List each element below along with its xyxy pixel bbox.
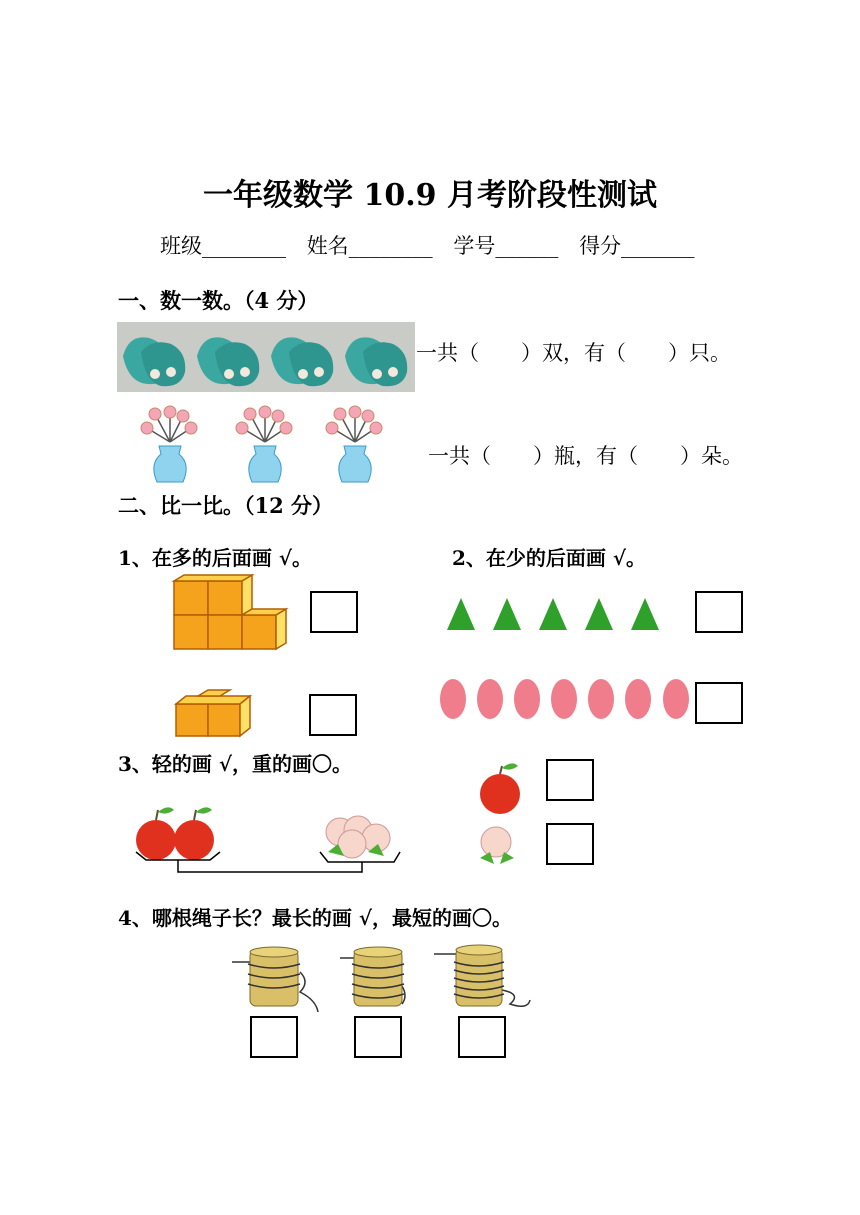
section1-heading: 一、数一数。（4 分）	[118, 288, 319, 313]
peach-icon	[326, 816, 390, 858]
flower-count-question: 一共（ ）瓶，有（ ）朵。	[428, 444, 743, 468]
single-apple	[474, 762, 526, 814]
section2-heading: 二、比一比。（12 分）	[118, 493, 334, 518]
cube-stack-icon	[174, 575, 286, 649]
number-field[interactable]: 学号______	[453, 234, 559, 258]
rope-spool-icon	[340, 947, 405, 1006]
flower-vases	[125, 402, 395, 490]
ovals-row	[440, 677, 692, 721]
score-field[interactable]: 得分_______	[579, 234, 695, 258]
rope-spool-icon	[434, 945, 530, 1006]
student-info-line	[160, 230, 709, 260]
rope-spools	[228, 942, 538, 1016]
flower-vase-icon	[236, 406, 292, 482]
question-2: 2、在少的后面画 √。	[452, 546, 647, 570]
single-peach	[476, 822, 516, 868]
page-title: 一年级数学 10.9 月考阶段性测试	[203, 178, 657, 213]
answer-box-peach[interactable]	[546, 823, 594, 865]
answer-box-apple[interactable]	[546, 759, 594, 801]
cube-stack-small	[174, 690, 250, 738]
triangles-row	[447, 596, 662, 634]
oval-icon	[477, 679, 503, 719]
triangle-icon	[585, 598, 613, 630]
oval-icon	[588, 679, 614, 719]
shoe-count-question: 一共（ ）双，有（ ）只。	[416, 341, 731, 365]
question-4: 4、哪根绳子长？最长的画 √，最短的画〇。	[118, 906, 513, 930]
flower-vase-icon	[326, 406, 382, 482]
cube-stack-icon	[176, 690, 250, 736]
answer-box-1b[interactable]	[309, 694, 357, 736]
answer-box-rope-1[interactable]	[250, 1016, 298, 1058]
question-1: 1、在多的后面画 √。	[118, 546, 313, 570]
oval-icon	[514, 679, 540, 719]
cube-stack-large	[172, 575, 290, 651]
oval-icon	[663, 679, 689, 719]
answer-box-2b[interactable]	[695, 682, 743, 724]
apple-icon	[174, 807, 214, 860]
answer-box-rope-2[interactable]	[354, 1016, 402, 1058]
triangle-icon	[631, 598, 659, 630]
answer-box-2a[interactable]	[695, 591, 743, 633]
flower-vase-icon	[141, 406, 197, 482]
oval-icon	[551, 679, 577, 719]
peach-icon	[480, 827, 514, 864]
triangle-icon	[447, 598, 475, 630]
name-field[interactable]: 姓名________	[306, 234, 433, 258]
class-field[interactable]: 班级________	[160, 234, 286, 258]
question-3: 3、轻的画 √，重的画〇。	[118, 752, 353, 776]
apple-icon	[480, 763, 520, 814]
answer-box-1a[interactable]	[310, 591, 358, 633]
rope-spool-icon	[232, 947, 318, 1012]
balance-scale	[132, 800, 404, 876]
apple-icon	[136, 807, 176, 860]
triangle-icon	[493, 598, 521, 630]
triangle-icon	[539, 598, 567, 630]
answer-box-rope-3[interactable]	[458, 1016, 506, 1058]
oval-icon	[625, 679, 651, 719]
shoe-pairs	[117, 322, 415, 392]
oval-icon	[440, 679, 466, 719]
